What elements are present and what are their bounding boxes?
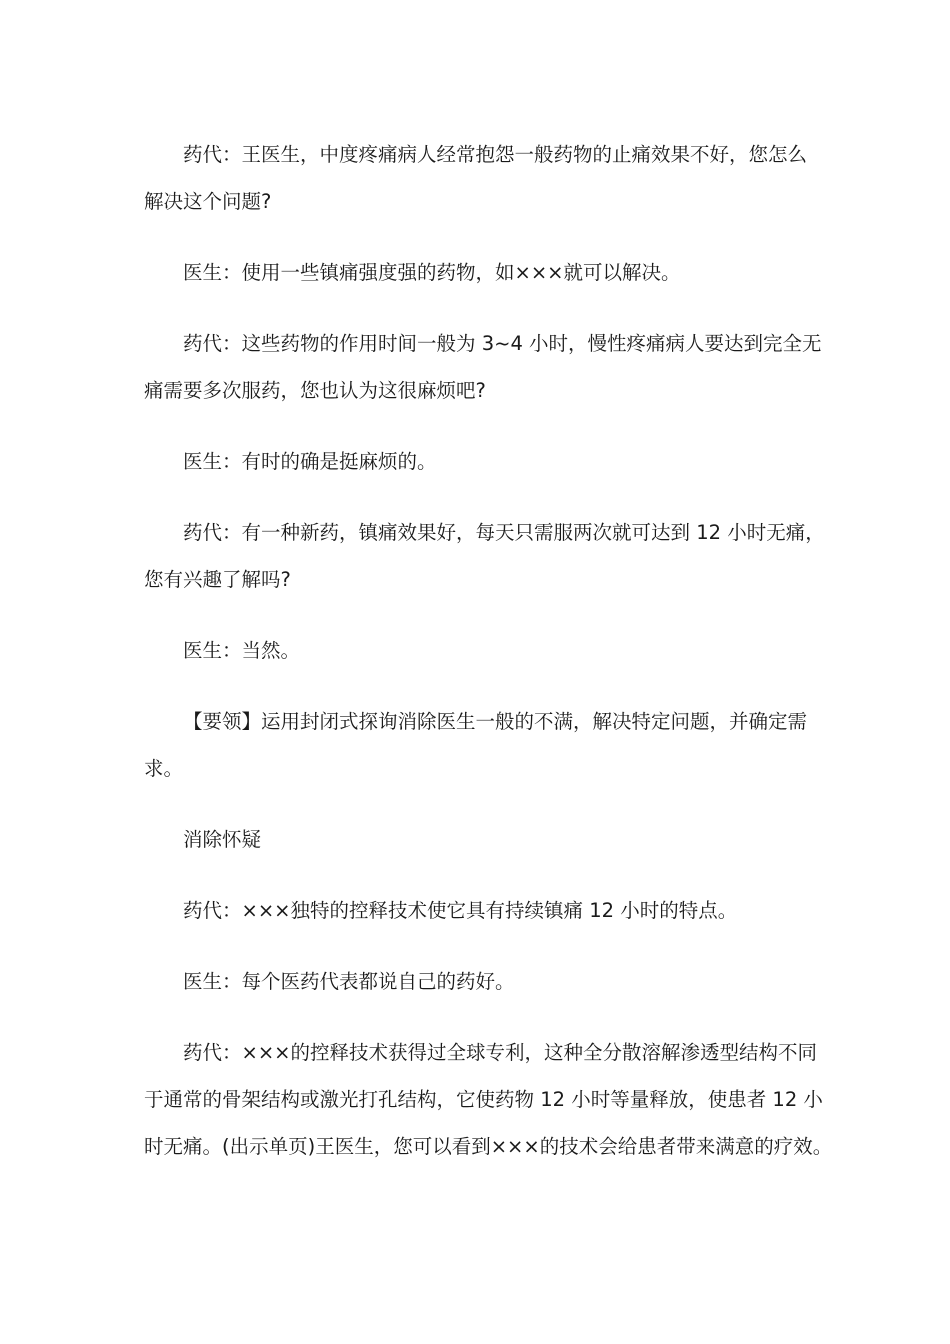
document-body	[144, 131, 833, 1194]
key-point-paragraph	[144, 698, 809, 792]
text-line: 医生：有时的确是挺麻烦的。	[183, 450, 437, 473]
dialogue-paragraph	[144, 1029, 833, 1170]
text-line: 【要领】运用封闭式探询消除医生一般的不满，解决特定问题，并确定需	[183, 710, 808, 733]
section-heading	[144, 816, 809, 863]
text-line: 医生：使用一些镇痛强度强的药物，如×××就可以解决。	[183, 261, 681, 284]
dialogue-paragraph	[144, 627, 809, 674]
text-line: 求。	[144, 757, 184, 780]
text-line: 药代：×××独特的控释技术使它具有持续镇痛 12 小时的特点。	[183, 899, 738, 922]
text-line: 您有兴趣了解吗?	[144, 568, 291, 591]
text-line: 药代：有一种新药，镇痛效果好，每天只需服两次就可达到 12 小时无痛，	[183, 521, 825, 544]
dialogue-paragraph	[144, 509, 825, 603]
text-line: 解决这个问题?	[144, 190, 272, 213]
text-line: 医生：每个医药代表都说自己的药好。	[183, 970, 515, 993]
dialogue-paragraph	[144, 958, 809, 1005]
text-line: 药代：这些药物的作用时间一般为 3~4 小时，慢性疼痛病人要达到完全无	[183, 332, 822, 355]
dialogue-paragraph	[144, 249, 809, 296]
text-line: 痛需要多次服药，您也认为这很麻烦吧?	[144, 379, 486, 402]
text-line: 于通常的骨架结构或激光打孔结构，它使药物 12 小时等量释放，使患者 12 小	[144, 1088, 823, 1111]
dialogue-paragraph	[144, 320, 822, 414]
text-line: 医生：当然。	[183, 639, 301, 662]
text-line: 药代：×××的控释技术获得过全球专利，这种全分散溶解渗透型结构不同	[183, 1041, 818, 1064]
dialogue-paragraph	[144, 131, 809, 225]
text-line: 消除怀疑	[183, 828, 262, 851]
text-line: 时无痛。(出示单页)王医生，您可以看到×××的技术会给患者带来满意的疗效。	[144, 1135, 833, 1158]
dialogue-paragraph	[144, 438, 809, 485]
dialogue-paragraph	[144, 887, 809, 934]
text-line: 药代：王医生，中度疼痛病人经常抱怨一般药物的止痛效果不好，您怎么	[183, 143, 808, 166]
